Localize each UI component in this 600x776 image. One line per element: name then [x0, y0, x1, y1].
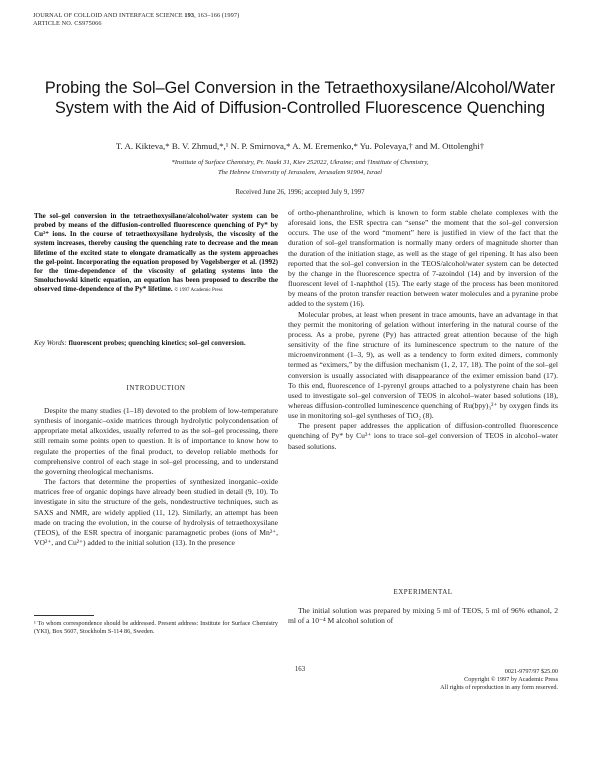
paragraph: Despite the many studies (1–18) devoted to the problem of low-temperature synthesis of inorganic–oxide matrices through hydrolytic polycondensation of appropriate metal alkoxides, usually referred to as the sol–gel processing, there still remain some points open to question. It is of importance to know how to regulate the properties of the final product, to develop reliable methods for comprehensive control of each stage in sol–gel processing, and to understand the governing rheological mechanisms. — [34, 406, 278, 476]
paragraph: Molecular probes, at least when present in trace amounts, have an advantage in that they permit the monitoring of gelation without interfering in the natural course of the process. As a probe, pyrene (Py) has attracted great attention because of the high sensitivity of the fine structure of its luminescence spectrum to the nature of the microenvironment (1–3, 9), as well as a tendency to form exited dimers, commonly termed as “eximers,” by the diffusion mechanism (1, 2, 17, 18). The point of the sol–gel conversion is usually associated with disappearance of the eximer emission band (17). To this end, fluorescence of 1-pyrenyl groups attached to a polystyrene chain has been used to investigate sol–gel conversion of TEOS in alcohol–water based solutions (18), whereas diffusion-controlled luminescence quenching of Ru(bpy)₃²⁺ by oxygen finds its use in monitoring sol–gel syntheses of TiO₂ (8). — [288, 309, 558, 421]
journal-volume: 193 — [184, 12, 195, 19]
rights-line: All rights of reproduction in any form reserved. — [440, 683, 558, 691]
page-number: 163 — [294, 666, 306, 673]
section-heading-introduction: INTRODUCTION — [126, 384, 186, 392]
received-dates: Received June 26, 1996; accepted July 9, 1997 — [235, 189, 365, 196]
abstract-copyright: © 1997 Academic Press — [174, 288, 223, 294]
affiliation-line-1: *Institute of Surface Chemistry, Pr. Nauki 31, Kiev 252022, Ukraine; and †Institute of Chemistry, — [171, 159, 429, 166]
copyright-block — [400, 668, 558, 691]
footnote: ¹ To whom correspondence should be addressed. Present address: Institute for Surface Chemistry (YKI), Box 5607, Stockholm S-114 86, Sweden. — [34, 620, 278, 635]
paragraph: The initial solution was prepared by mixing 5 ml of TEOS, 5 ml of 96% ethanol, 2 ml of a 10⁻⁴ M alcohol solution of — [288, 606, 558, 626]
price-code: 0021-9797/97 $25.00 — [504, 668, 558, 675]
journal-name: JOURNAL OF COLLOID AND INTERFACE SCIENCE — [33, 12, 183, 19]
author-list: T. A. Kikteva,* B. V. Zhmud,*,¹ N. P. Smirnova,* A. M. Eremenko,* Yu. Polevaya,† and M. Ottolenghi† — [115, 141, 485, 151]
footnote-divider — [34, 615, 94, 616]
journal-citation — [33, 12, 239, 20]
copyright-line: Copyright © 1997 by Academic Press — [464, 675, 558, 683]
affiliation-line-2: The Hebrew University of Jerusalem, Jerusalem 91904, Israel — [217, 168, 383, 176]
journal-pages-year: , 163–166 (1997) — [194, 12, 240, 19]
paper-title: Probing the Sol–Gel Conversion in the Tetraethoxysilane/Alcohol/Water System with the Aid of Diffusion-Controlled Fluorescence Quenching — [44, 79, 556, 117]
journal-header — [33, 12, 239, 28]
article-number: ARTICLE NO. CS975066 — [33, 20, 102, 27]
experimental-body — [288, 606, 558, 626]
paragraph: The factors that determine the properties of synthesized inorganic–oxide matrices free of organic dopings have already been studied in detail (9, 10). To investigate in situ the structure of the gels, nondestructive techniques, such as SAXS and NMR, are widely applied (11, 12). Similarly, an attempt has been made on tracing the evolution, in the course of hydrolysis of tetraethoxysilane (TEOS), of the ESR spectra of inorganic paramagnetic probes (ions of Mn²⁺, VO²⁺, and Cu²⁺) added to the initial solution (13). In the presence — [34, 477, 278, 548]
paragraph: The present paper addresses the application of diffusion-controlled fluorescence quenching of Py* by Cu²⁺ ions to trace sol–gel conversion of TEOS in alcohol–water based solutions. — [288, 421, 558, 451]
section-heading-experimental: EXPERIMENTAL — [393, 588, 453, 596]
affiliations — [60, 158, 540, 177]
abstract-text: The sol–gel conversion in the tetraethoxysilane/alcohol/water system can be probed by means of the diffusion-controlled fluorescence quenching of Py* by Cu²⁺ ions. In the course of tetraethoxysilane hydrolysis, the viscosity of the system increases, thereby causing the quenching rate to decrease and the mean lifetime of the excited state to elongate dramatically as the system approaches the gel-point. Incorporating the equation proposed by Vogelsberger et al. (1992) for the time-dependence of the viscosity of gelating systems into the Smoluchowski kinetic equation, an equation has been proposed to describe the observed time-dependence of the Py* lifetime. — [34, 212, 278, 294]
paragraph: of ortho-phenanthroline, which is known to form stable chelate complexes with the aforesaid ions, the ESR spectra can “sense” the moment that the sol–gel conversion occurs. The use of the word “moment” here is justified in view of the fact that the duration of sol–gel transformation is normally many orders of magnitude shorter than the duration of the initiation stage, as well as the stage of gel ripening. It has also been reported that the sol–gel conversion in the TEOS/alcohol/water system can be detected by the change in the fluorescence spectra of 7-azoindol (14) and by inversion of the fluorescent level of 1-naphthol (15). The early stage of the process has been monitored by means of the proton transfer reaction between water molecules and a pyranine probe added to the system (16). — [288, 208, 558, 309]
keywords-text: fluorescent probes; quenching kinetics; sol–gel conversion. — [66, 339, 246, 347]
keywords — [34, 339, 278, 348]
right-column-body — [288, 208, 558, 452]
abstract — [34, 212, 278, 295]
left-column-body — [34, 406, 278, 548]
keywords-label: Key Words: — [34, 339, 67, 347]
